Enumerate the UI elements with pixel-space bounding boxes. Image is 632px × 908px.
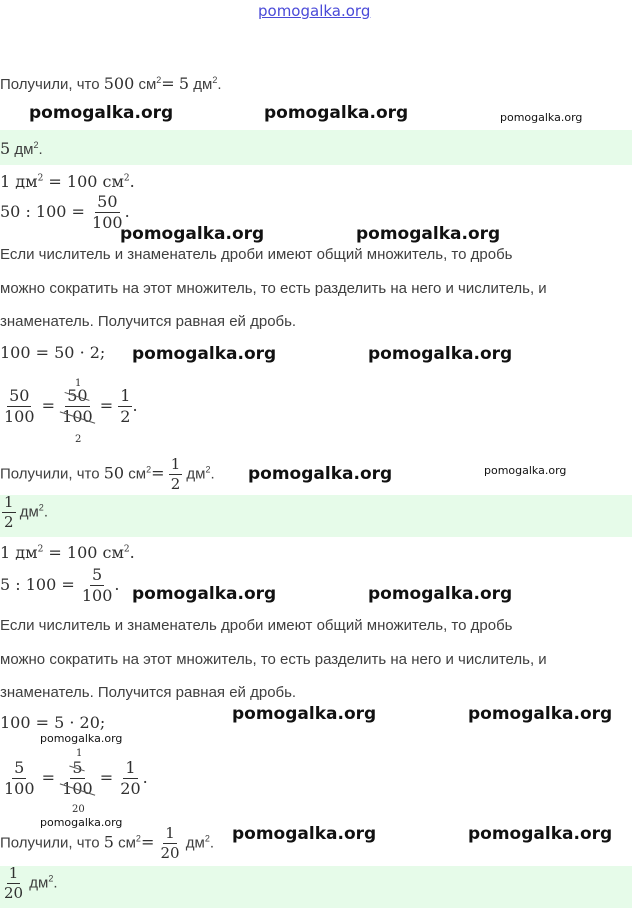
numerator: 1: [170, 455, 181, 473]
numerator: 50: [97, 192, 118, 211]
equals-sign: =: [151, 463, 165, 483]
superscript: 2: [48, 873, 54, 884]
answer-highlight-2: [0, 495, 632, 537]
rule-line: можно сократить на этот множитель, то есть разделить на него и числитель, и: [0, 280, 547, 297]
reduction-line-2: [2, 388, 138, 425]
result-prefix: Получили, что: [0, 465, 100, 483]
unit: см: [118, 834, 136, 852]
superscript: 2: [212, 75, 218, 85]
fraction: [2, 388, 37, 425]
denominator: 100: [81, 586, 113, 605]
denominator: 2: [4, 513, 14, 531]
reduction-line-3: [2, 760, 148, 797]
unit: дм: [19, 503, 39, 521]
unit: дм: [29, 874, 49, 892]
denominator: 2: [120, 407, 131, 426]
result-prefix: Получили, что: [0, 76, 100, 93]
rule-line: Если числитель и знаменатель дроби имеют общий множитель, то дробь: [0, 617, 513, 634]
period: .: [132, 396, 138, 415]
unit: см: [128, 465, 147, 483]
value: 5: [178, 74, 190, 93]
period: .: [53, 874, 58, 892]
factor-line-2: 100 = 50 · 2;: [0, 343, 106, 362]
equals-sign: =: [99, 768, 114, 787]
period: .: [114, 575, 120, 594]
numerator: 5: [14, 758, 25, 777]
superscript: 2: [37, 544, 44, 555]
watermark: pomogalka.org: [40, 816, 123, 829]
denominator: 100: [4, 779, 35, 798]
watermark: pomogalka.org: [356, 224, 501, 244]
period: .: [142, 768, 148, 787]
rule-line: можно сократить на этот множитель, то есть разделить на него и числитель, и: [0, 651, 547, 668]
value: 5: [0, 139, 11, 158]
watermark: pomogalka.org: [29, 103, 174, 123]
superscript: 2: [146, 464, 152, 475]
fraction: [118, 388, 132, 425]
numerator: 5: [92, 565, 103, 584]
superscript: 2: [38, 502, 44, 513]
result-line-1: [0, 74, 222, 93]
fraction: [2, 866, 25, 901]
superscript: 2: [123, 544, 130, 555]
watermark: pomogalka.org: [248, 464, 393, 484]
watermark-link[interactable]: pomogalka.org: [258, 2, 371, 20]
conversion-right: 100 см: [66, 543, 124, 562]
superscript: 2: [37, 173, 44, 184]
superscript: 2: [204, 833, 210, 844]
struck-numerator: 50: [67, 386, 88, 405]
unit: дм: [14, 141, 34, 158]
conversion-line-2: [0, 172, 135, 191]
superscript: 2: [33, 140, 39, 150]
division-line-3: [0, 567, 120, 604]
struck-denominator: 100: [62, 779, 93, 798]
fraction: [80, 567, 115, 604]
value: 50: [103, 463, 125, 483]
reduced-fraction: [60, 388, 95, 425]
equals-sign: =: [41, 396, 56, 415]
answer-highlight-1: [0, 130, 632, 165]
equals-sign: =: [48, 172, 62, 191]
division-expression: 5 : 100 =: [0, 575, 75, 594]
denominator: 2: [170, 475, 181, 493]
factor-line-3: 100 = 5 · 20;: [0, 713, 106, 732]
equals-sign: =: [48, 543, 62, 562]
value: 500: [103, 74, 135, 93]
result-line-3: [0, 826, 214, 861]
conversion-right: 100 см: [66, 172, 124, 191]
period: .: [210, 465, 215, 483]
struck-numerator: 5: [72, 758, 83, 777]
division-line-2: [0, 194, 130, 231]
unit: см: [138, 76, 157, 93]
watermark: pomogalka.org: [132, 344, 277, 364]
fraction: [159, 826, 182, 861]
denominator: 100: [4, 407, 35, 426]
watermark: pomogalka.org: [368, 584, 513, 604]
rule-line: знаменатель. Получится равная ей дробь.: [0, 313, 297, 330]
superscript: 2: [135, 833, 141, 844]
watermark: pomogalka.org: [500, 111, 583, 124]
watermark: pomogalka.org: [120, 224, 265, 244]
watermark: pomogalka.org: [232, 704, 377, 724]
period: .: [217, 76, 222, 93]
fraction: [118, 760, 142, 797]
period: .: [209, 834, 215, 852]
numerator: 1: [4, 493, 14, 511]
conversion-left: 1 дм: [0, 172, 38, 191]
superscript: 2: [123, 173, 130, 184]
watermark: pomogalka.org: [484, 464, 567, 477]
result-prefix: Получили, что: [0, 834, 100, 852]
result-line-2: [0, 457, 215, 492]
equals-sign: =: [41, 768, 56, 787]
equals-sign: =: [161, 74, 175, 93]
value: 5: [103, 832, 114, 852]
answer-2: [2, 495, 48, 530]
rule-line: Если числитель и знаменатель дроби имеют общий множитель, то дробь: [0, 246, 513, 263]
fraction: [2, 495, 16, 530]
numerator: 1: [125, 758, 136, 777]
cancel-mark-top: 1: [76, 748, 83, 759]
cancel-mark-bottom: 2: [75, 434, 82, 445]
numerator: 1: [8, 864, 19, 882]
watermark: pomogalka.org: [232, 824, 377, 844]
watermark: pomogalka.org: [368, 344, 513, 364]
fraction: [169, 457, 183, 492]
watermark: pomogalka.org: [468, 824, 613, 844]
struck-denominator: 100: [62, 407, 93, 426]
denominator: 20: [160, 844, 180, 862]
watermark: pomogalka.org: [264, 103, 409, 123]
answer-3: [2, 866, 58, 901]
division-expression: 50 : 100 =: [0, 202, 85, 221]
answer-1: [0, 139, 43, 158]
numerator: 1: [165, 824, 175, 842]
superscript: 2: [205, 464, 211, 475]
period: .: [129, 172, 135, 191]
watermark: pomogalka.org: [40, 732, 123, 745]
answer-highlight-3: [0, 866, 632, 908]
watermark: pomogalka.org: [468, 704, 613, 724]
period: .: [124, 202, 130, 221]
cancel-mark-top: 1: [75, 378, 82, 389]
superscript: 2: [156, 75, 162, 85]
unit: дм: [185, 834, 205, 852]
numerator: 1: [120, 386, 131, 405]
numerator: 50: [9, 386, 30, 405]
cancel-mark-bottom: 20: [72, 804, 85, 815]
reduced-fraction: [60, 760, 95, 797]
period: .: [129, 543, 135, 562]
equals-sign: =: [99, 396, 114, 415]
period: .: [43, 503, 48, 521]
watermark: pomogalka.org: [132, 584, 277, 604]
conversion-line-3: [0, 543, 135, 562]
conversion-left: 1 дм: [0, 543, 38, 562]
denominator: 20: [4, 884, 24, 902]
fraction: [2, 760, 37, 797]
unit: дм: [193, 76, 213, 93]
denominator: 100: [92, 213, 123, 232]
rule-line: знаменатель. Получится равная ей дробь.: [0, 684, 297, 701]
unit: дм: [186, 465, 206, 483]
period: .: [38, 141, 43, 158]
denominator: 20: [120, 779, 141, 798]
equals-sign: =: [140, 832, 155, 852]
